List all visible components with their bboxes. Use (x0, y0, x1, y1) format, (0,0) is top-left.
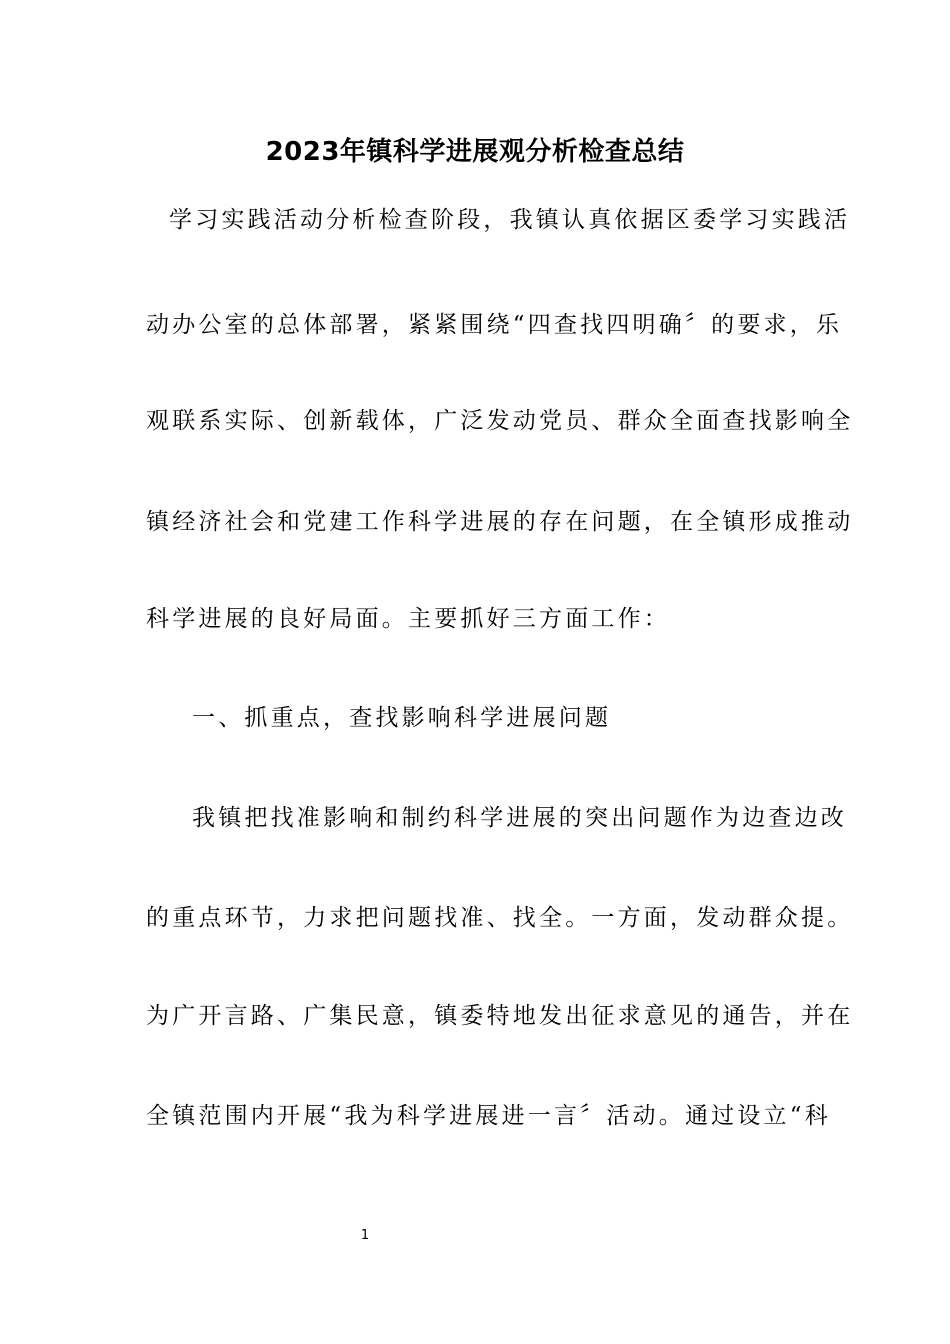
paragraph-line: 的重点环节，力求把问题找准、找全。一方面，发动群众提。 (146, 905, 854, 931)
paragraph-line: 观联系实际、创新载体，广泛发动党员、群众全面查找影响全 (146, 408, 854, 434)
section-heading: 一、抓重点，查找影响科学进展问题 (192, 705, 612, 731)
paragraph-line: 为广开言路、广集民意，镇委特地发出征求意见的通告，并在 (146, 1003, 854, 1029)
document-title: 2023年镇科学进展观分析检查总结 (265, 137, 685, 167)
paragraph-line: 动办公室的总体部署，紧紧围绕“四查找四明确〞的要求，乐 (146, 312, 843, 338)
paragraph-line: 学习实践活动分析检查阶段，我镇认真依据区委学习实践活 (169, 207, 851, 233)
page-number: 1 (360, 1228, 370, 1243)
paragraph-line: 科学进展的良好局面。主要抓好三方面工作： (146, 606, 670, 632)
paragraph-line: 镇经济社会和党建工作科学进展的存在问题，在全镇形成推动 (146, 509, 854, 535)
paragraph-line: 全镇范围内开展“我为科学进展进一言〞活动。通过设立“科 (146, 1103, 831, 1129)
paragraph-line: 我镇把找准影响和制约科学进展的突出问题作为边查边改 (192, 805, 847, 831)
